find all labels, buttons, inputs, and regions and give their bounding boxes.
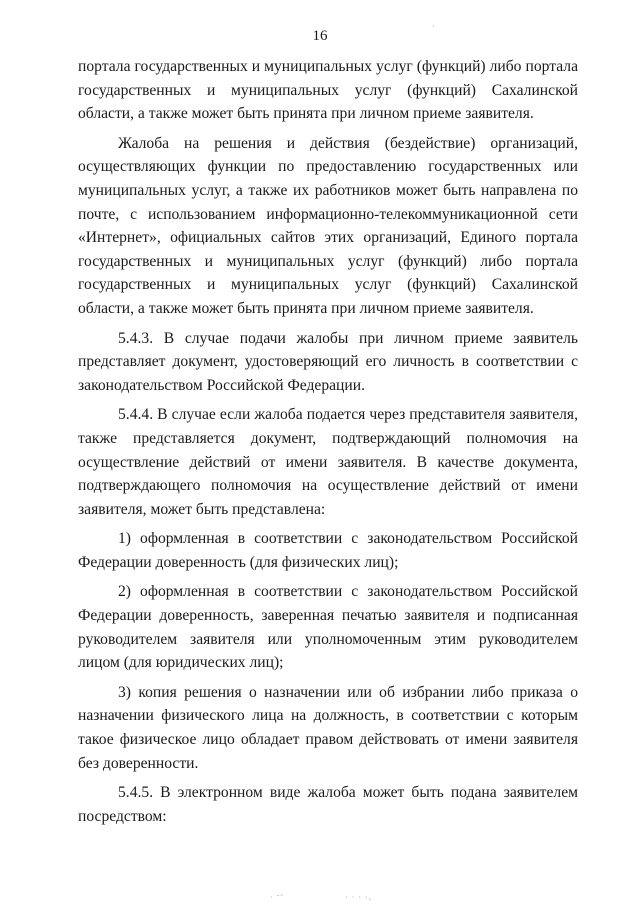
paragraph-5-4-5: 5.4.5. В электронном виде жалоба может быть подана заявителем посредством: <box>78 784 578 825</box>
paragraph-5-4-4: 5.4.4. В случае если жалоба подается через представителя заявителя, также представляется документ, подтверждающий полномочия на осуществление действий от имени заявителя. В качестве документа, подтверждающего полномочия на осуществление действий от имени заявителя, может быть представлена: <box>78 406 578 518</box>
list-item-2: 2) оформленная в соответствии с законодательством Российской Федерации доверенность, заверенная печатью заявителя и подписанная руководителем заявителя или уполномоченным этим руководителем лицом (для юридических лиц); <box>78 583 578 672</box>
paragraph-5-4-3: 5.4.3. В случае подачи жалобы при личном приеме заявитель представляет документ, удостоверяющий его личность в соответствии с законодательством Российской Федерации. <box>78 329 578 394</box>
document-body <box>78 55 578 834</box>
paragraph-continuation: портала государственных и муниципальных услуг (функций) либо портала государственных и муниципальных услуг (функций) Сахалинской области, а также может быть принята при личном приеме заявителя. <box>78 58 578 123</box>
list-item-3: 3) копия решения о назначении или об избрании либо приказа о назначении физического лица на должность, в соответствии с которым такое физическое лицо обладает правом действовать от имени заявителя без доверенности. <box>78 683 578 772</box>
page-number: 16 <box>312 28 328 44</box>
scan-artifact: · · · ·ᵥ <box>345 893 373 902</box>
paragraph-complaint-organizations: Жалоба на решения и действия (бездействие) организаций, осуществляющих функции по предоставлению государственных или муниципальных услуг, а также их работников может быть направлена по почте, с использованием информационно-телекоммуникационной сети «Интернет», официальных сайтов этих организаций, Единого портала государственных и муниципальных услуг (функций) либо портала государственных и муниципальных услуг (функций) Сахалинской области, а также может быть принята при личном приеме заявителя. <box>78 134 578 317</box>
list-item-1: 1) оформленная в соответствии с законодательством Российской Федерации доверенность (для физических лиц); <box>78 530 578 571</box>
scan-artifact: · <box>432 22 436 31</box>
scan-artifact: · ˉ˜ <box>270 893 284 902</box>
